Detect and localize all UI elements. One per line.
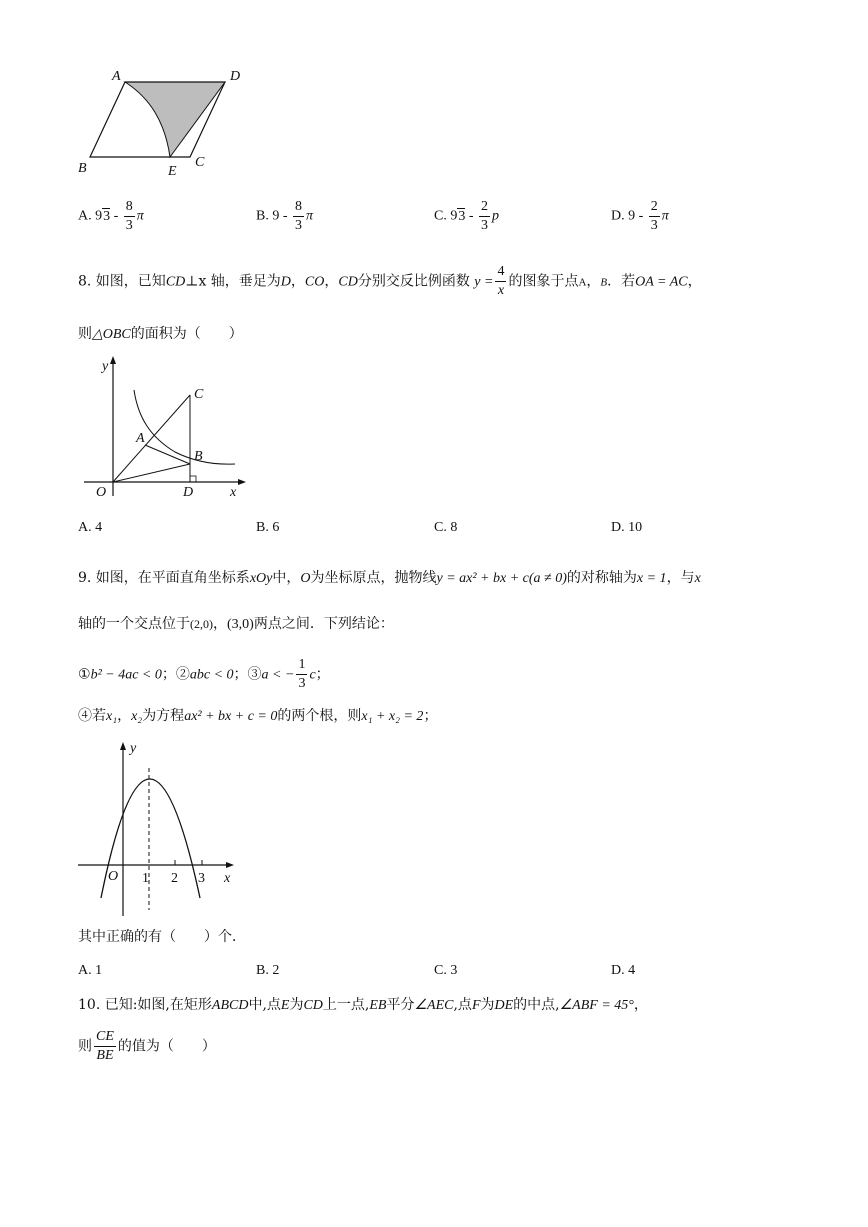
q9-figure <box>74 740 244 920</box>
q9-line-1: 9. 如图，在平面直角坐标系xOy中，O为坐标原点，抛物线y = ax² + bx + c(a ≠ 0)的对称轴为x = 1，与x <box>78 570 701 586</box>
q9-option-b: B. 2 <box>256 963 280 978</box>
q9-option-c: C. 3 <box>434 963 458 978</box>
q9-x-arrow <box>226 862 234 868</box>
q7-label-e: E <box>168 164 177 179</box>
q8-option-c: C. 8 <box>434 520 458 535</box>
q8-label-d: D <box>183 485 194 500</box>
q9-question: 其中正确的有（ ）个． <box>78 929 246 945</box>
q8-option-d: D. 10 <box>611 520 643 535</box>
q8-label-a: A <box>136 431 145 446</box>
q7-label-c: C <box>195 155 205 170</box>
q7-option-d: D. 9 - $\frac{2}{3}$ π <box>611 199 669 233</box>
q8-line-ab <box>145 445 190 464</box>
q9-label-2: 2 <box>171 871 178 886</box>
q9-y-arrow <box>120 742 126 750</box>
q9-label-3: 3 <box>198 871 205 886</box>
q8-line-oc <box>113 395 190 482</box>
q7-option-b: B. 9 - $\frac{8}{3}$ π <box>256 199 314 233</box>
q10-line-2: 则 $\frac{CE}{BE}$ 的值为（ ） <box>78 1029 216 1063</box>
q8-label-x: x <box>230 485 237 500</box>
q9-option-d: D. 4 <box>611 963 636 978</box>
q9-label-1: 1 <box>142 871 149 886</box>
q9-label-x: x <box>224 871 231 886</box>
q8-label-y: y <box>102 359 109 374</box>
q8-option-a: A. 4 <box>78 520 103 535</box>
q7-label-d: D <box>230 69 241 84</box>
q9-option-a: A. 1 <box>78 963 103 978</box>
q9-label-o: O <box>108 869 119 884</box>
q7-option-a: A. 93 - $\frac{8}{3}$ π <box>78 199 144 233</box>
q8-label-o: O <box>96 485 107 500</box>
q8-label-c: C <box>194 387 204 402</box>
q8-line-1: 8. 如图，已知CD⊥x 轴，垂足为D，CO，CD分别交反比例函数 y = $\frac{4}{x}$ 的图象于点A，B．若OA = AC， <box>78 264 702 298</box>
q7-shaded-region <box>125 82 225 157</box>
q7-option-c: C. 93 - $\frac{2}{3}$ p <box>434 199 500 233</box>
q7-label-a: A <box>112 69 121 84</box>
q7-figure <box>70 60 260 185</box>
q8-figure <box>80 352 250 502</box>
q8-option-b: B. 6 <box>256 520 280 535</box>
q8-right-angle <box>190 476 196 482</box>
q8-x-arrow <box>238 479 246 485</box>
q9-line-3: ①b² − 4ac < 0；②abc < 0；③a < − $\frac{1}{3}$ c； <box>78 657 330 691</box>
q9-line-4: ④若x₁，x₂为方程ax² + bx + c = 0的两个根，则x₁ + x₂ = 2； <box>78 708 438 724</box>
q8-line-ob <box>113 464 190 482</box>
q10-line-1: 10. 已知:如图,在矩形ABCD中,点E为CD上一点,EB平分∠AEC,点F为DE的中点,∠ABF = 45°， <box>78 997 648 1013</box>
q8-line-2: 则△OBC的面积为（ ） <box>78 326 243 342</box>
q9-line-2: 轴的一个交点位于(2,0)，(3,0)两点之间．下列结论： <box>78 616 394 632</box>
q8-y-arrow <box>110 356 116 364</box>
q9-label-y: y <box>130 741 137 756</box>
q8-label-b: B <box>194 449 203 464</box>
q7-label-b: B <box>78 161 87 176</box>
